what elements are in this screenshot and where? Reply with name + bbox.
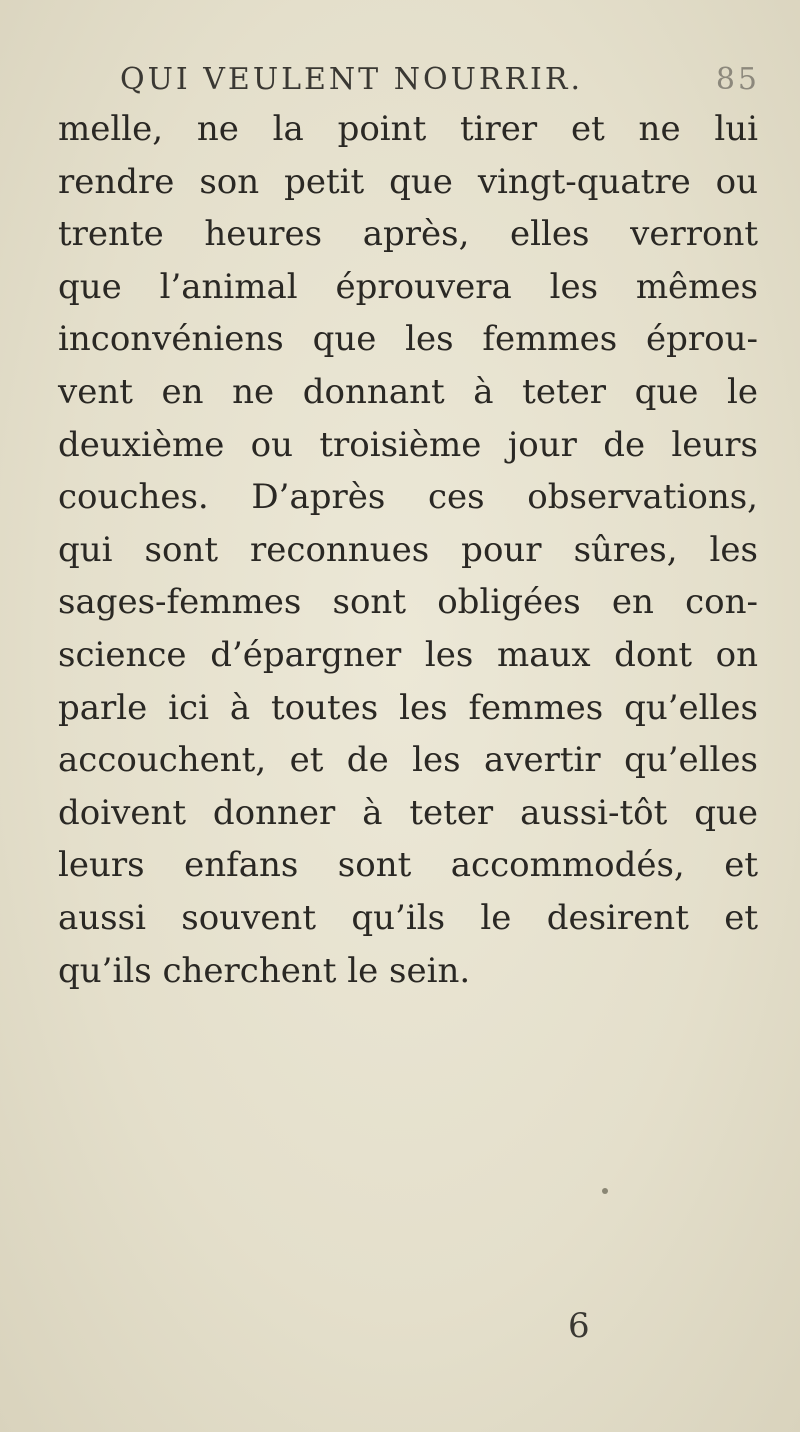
text-line: aussi souvent qu’ils le desirent et — [58, 897, 758, 938]
text-line: parle ici à toutes les femmes qu’elles — [58, 687, 758, 728]
text-line: que l’animal éprouvera les mêmes — [58, 266, 758, 307]
text-line: leurs enfans sont accommodés, et — [58, 845, 758, 886]
running-head-title: QUI VEULENT NOURRIR. — [120, 62, 584, 97]
text-line: trente heures après, elles verront — [58, 214, 758, 255]
text-line: science d’épargner les maux dont on — [58, 634, 758, 675]
page-number: 85 — [715, 62, 760, 97]
body-text — [58, 103, 758, 997]
text-line: melle, ne la point tirer et ne lui — [58, 109, 758, 149]
text-line-last: qu’ils cherchent le sein. — [58, 950, 471, 991]
text-line: couches. D’après ces observations, — [58, 477, 758, 518]
text-line: sages-femmes sont obligées en con- — [58, 582, 758, 623]
signature-mark: 6 — [568, 1306, 590, 1346]
text-line: vent en ne donnant à teter que le — [58, 371, 758, 412]
text-line: deuxième ou troisième jour de leurs — [58, 424, 758, 465]
text-line: doivent donner à teter aussi-tôt que — [58, 792, 758, 833]
text-line: rendre son petit que vingt-quatre ou — [58, 161, 758, 202]
text-line: accouchent, et de les avertir qu’elles — [58, 740, 758, 781]
text-line: qui sont reconnues pour sûres, les — [58, 529, 758, 570]
running-head — [120, 62, 760, 106]
text-line: inconvéniens que les femmes éprou- — [58, 319, 758, 360]
ink-speck — [602, 1188, 608, 1194]
